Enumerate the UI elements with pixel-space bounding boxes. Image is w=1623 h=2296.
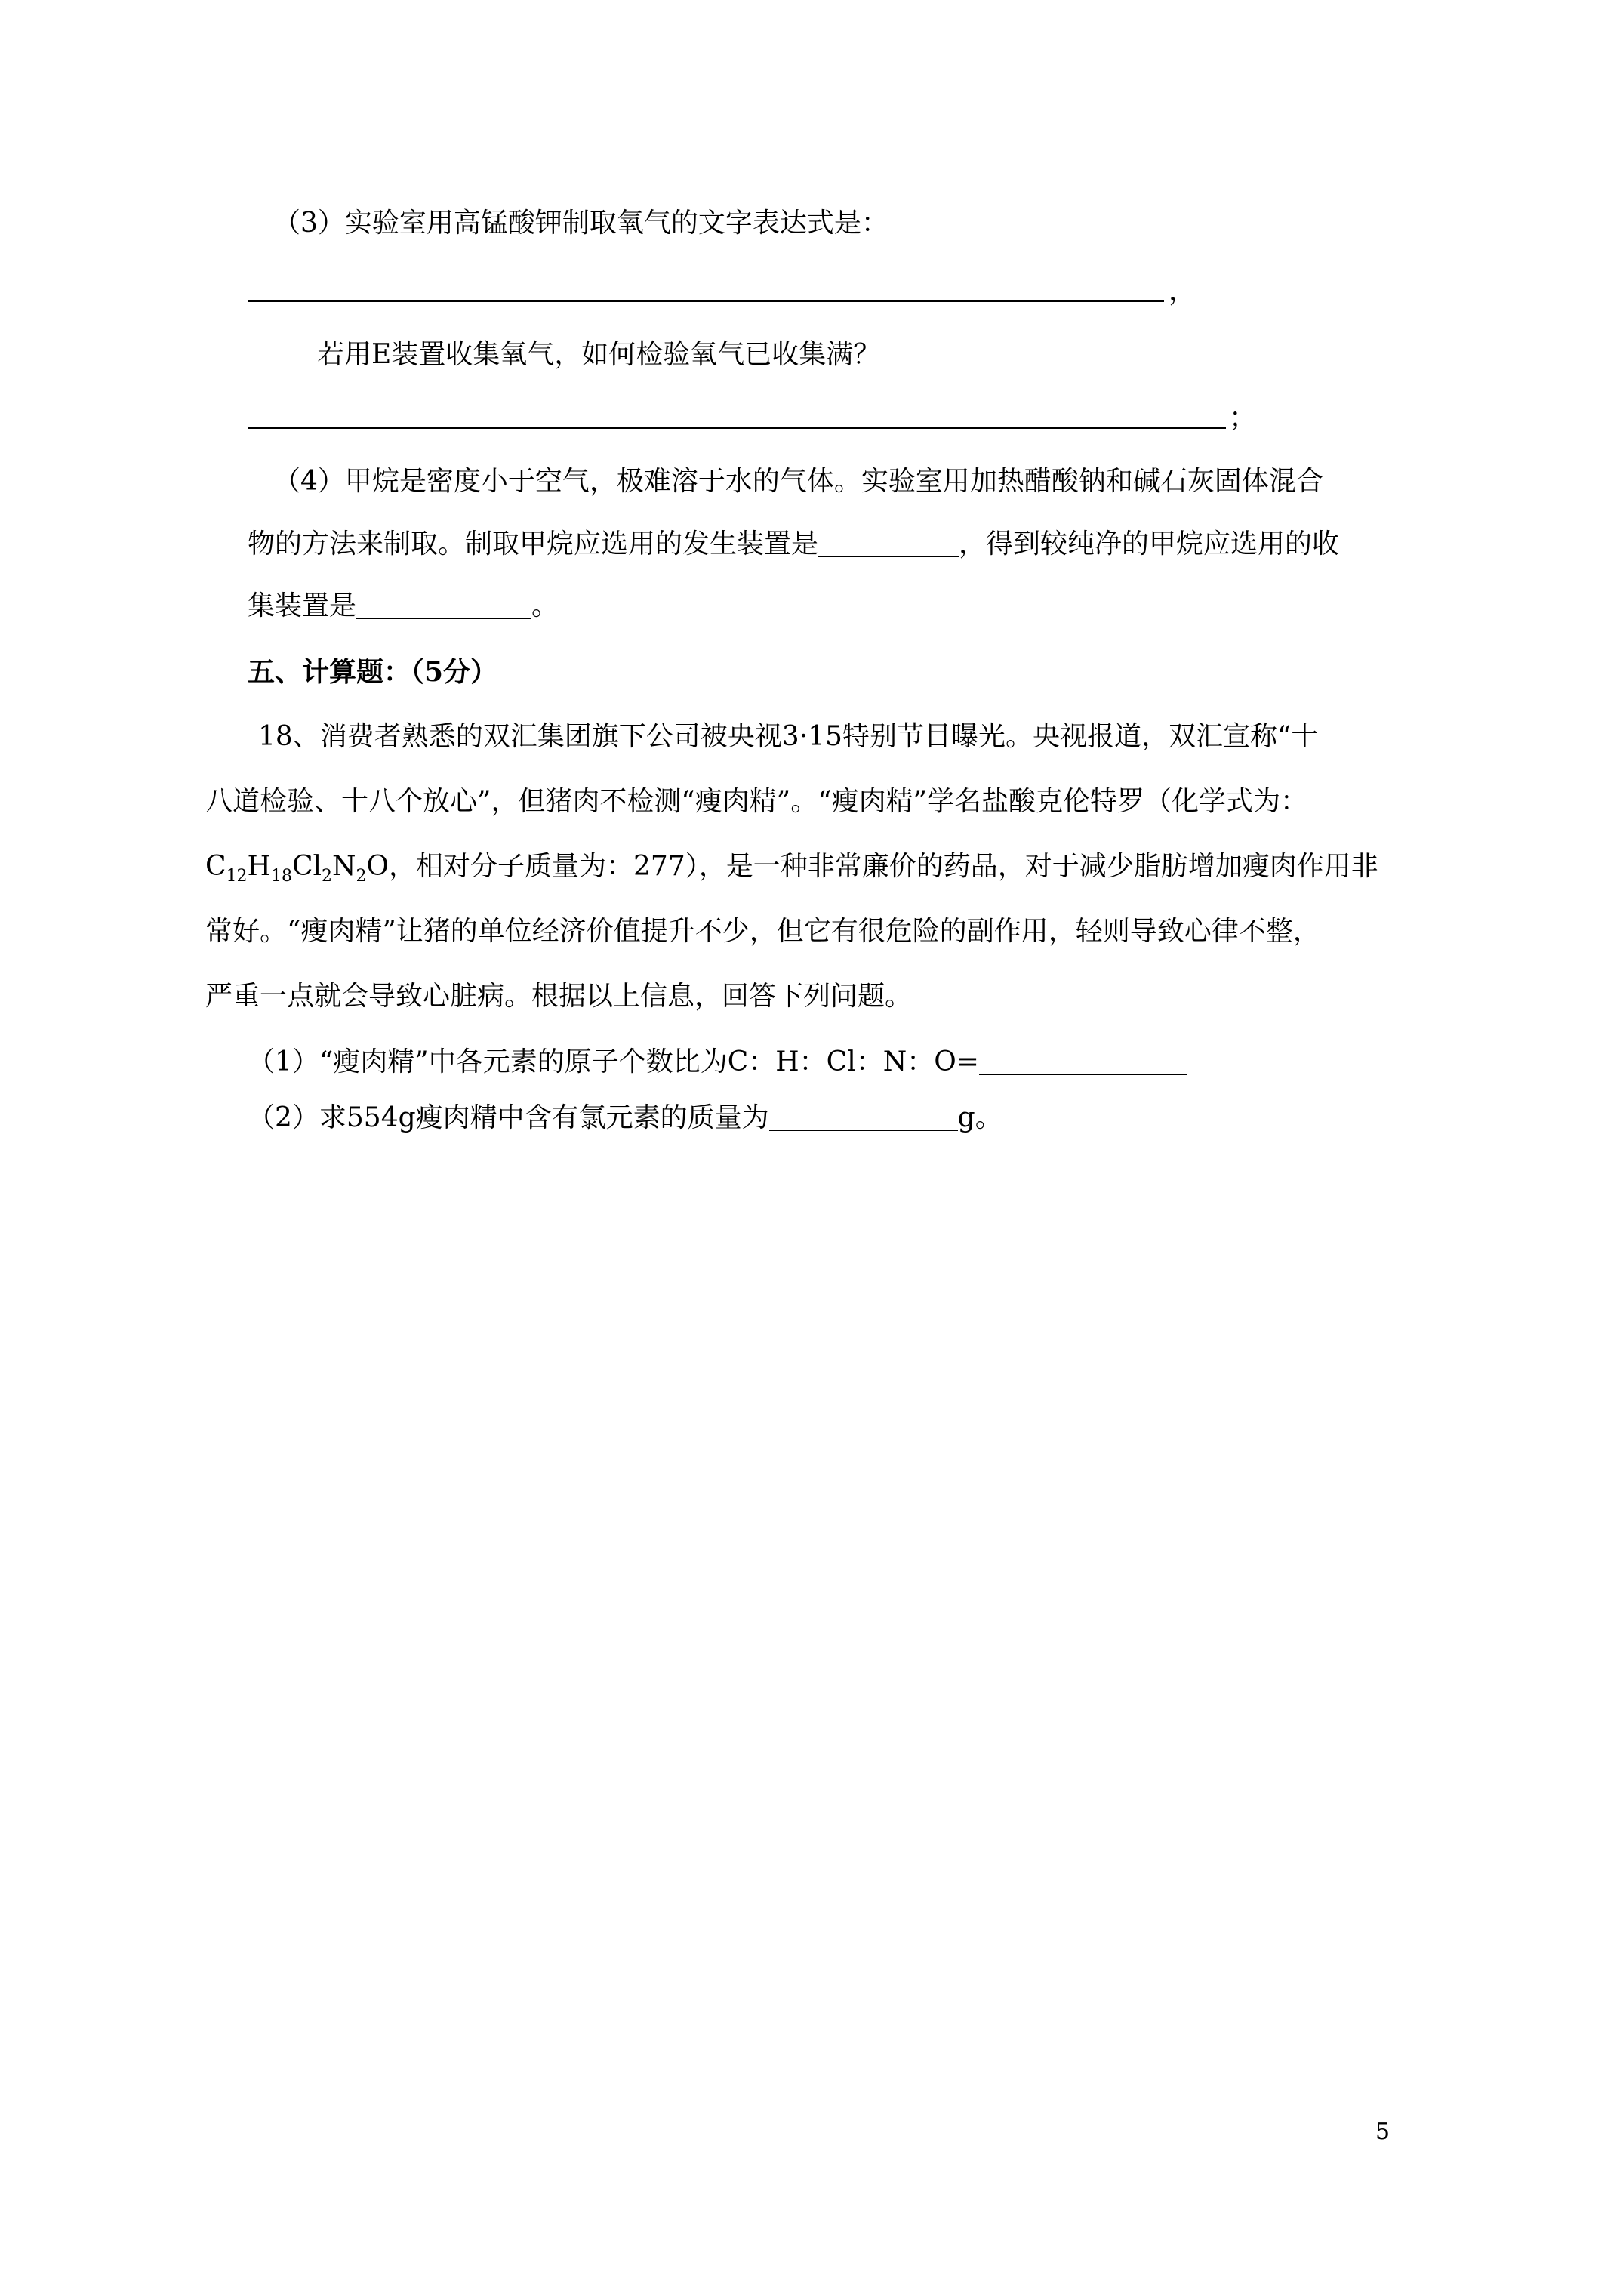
q18-sub-2-text-b: g。 xyxy=(957,1102,1002,1133)
q3-comma: ， xyxy=(1169,276,1196,307)
q18-line-5: 严重一点就会导致心脏病。根据以上信息，回答下列问题。 xyxy=(205,981,913,1012)
q3-semicolon: ； xyxy=(1229,402,1257,433)
q4-line-2 xyxy=(248,525,1339,562)
q18-line-1: 18、消费者熟悉的双汇集团旗下公司被央视3·15特别节目曝光。央视报道，双汇宣称“十 xyxy=(258,721,1319,752)
q18-mass-blank[interactable] xyxy=(769,1099,958,1131)
page-number: 5 xyxy=(1375,2119,1390,2145)
q18-sub-1 xyxy=(248,1043,1187,1080)
q18-ratio-blank[interactable] xyxy=(979,1043,1187,1075)
q18-sub-2-text-a: （2）求554g瘦肉精中含有氯元素的质量为 xyxy=(248,1102,769,1133)
chemical-formula: $C_{12}H_{18}Cl_2N_2O$ xyxy=(205,851,390,886)
q18-line-3-text: ，相对分子质量为：277），是一种非常廉价的药品，对于减少脂肪增加瘦肉作用非 xyxy=(389,851,1378,882)
q4-line-3-text-a: 集装置是 xyxy=(248,590,357,621)
q18-line-3 xyxy=(205,849,1378,895)
q4-line-2-text-b: ，得到较纯净的甲烷应选用的收 xyxy=(959,529,1340,559)
q4-line-3-text-b: 。 xyxy=(531,590,559,621)
q3-prompt: （3）实验室用高锰酸钾制取氧气的文字表达式是： xyxy=(273,208,888,239)
section-5-title: 五、计算题：（5分） xyxy=(248,656,498,688)
q18-sub-1-text: （1）“瘦肉精”中各元素的原子个数比为C：H：Cl：N：O= xyxy=(248,1046,979,1077)
q4-line-2-text-a: 物的方法来制取。制取甲烷应选用的发生装置是 xyxy=(248,529,819,559)
q4-generator-blank[interactable] xyxy=(818,525,959,557)
q18-line-2: 八道检验、十八个放心”，但猪肉不检测“瘦肉精”。“瘦肉精”学名盐酸克伦特罗（化学式为： xyxy=(205,786,1308,817)
q4-line-3 xyxy=(248,587,559,624)
q3-answer-line-2[interactable] xyxy=(248,427,1226,429)
q4-collector-blank[interactable] xyxy=(356,587,531,619)
q18-line-4: 常好。“瘦肉精”让猪的单位经济价值提升不少，但它有很危险的副作用，轻则导致心律不整， xyxy=(205,916,1320,947)
q18-sub-2 xyxy=(248,1099,1002,1136)
q4-line-1: （4）甲烷是密度小于空气，极难溶于水的气体。实验室用加热醋酸钠和碱石灰固体混合 xyxy=(273,466,1323,497)
q3-answer-line-1[interactable] xyxy=(248,300,1164,302)
q3-sub-prompt: 若用E装置收集氧气，如何检验氧气已收集满？ xyxy=(317,339,881,370)
